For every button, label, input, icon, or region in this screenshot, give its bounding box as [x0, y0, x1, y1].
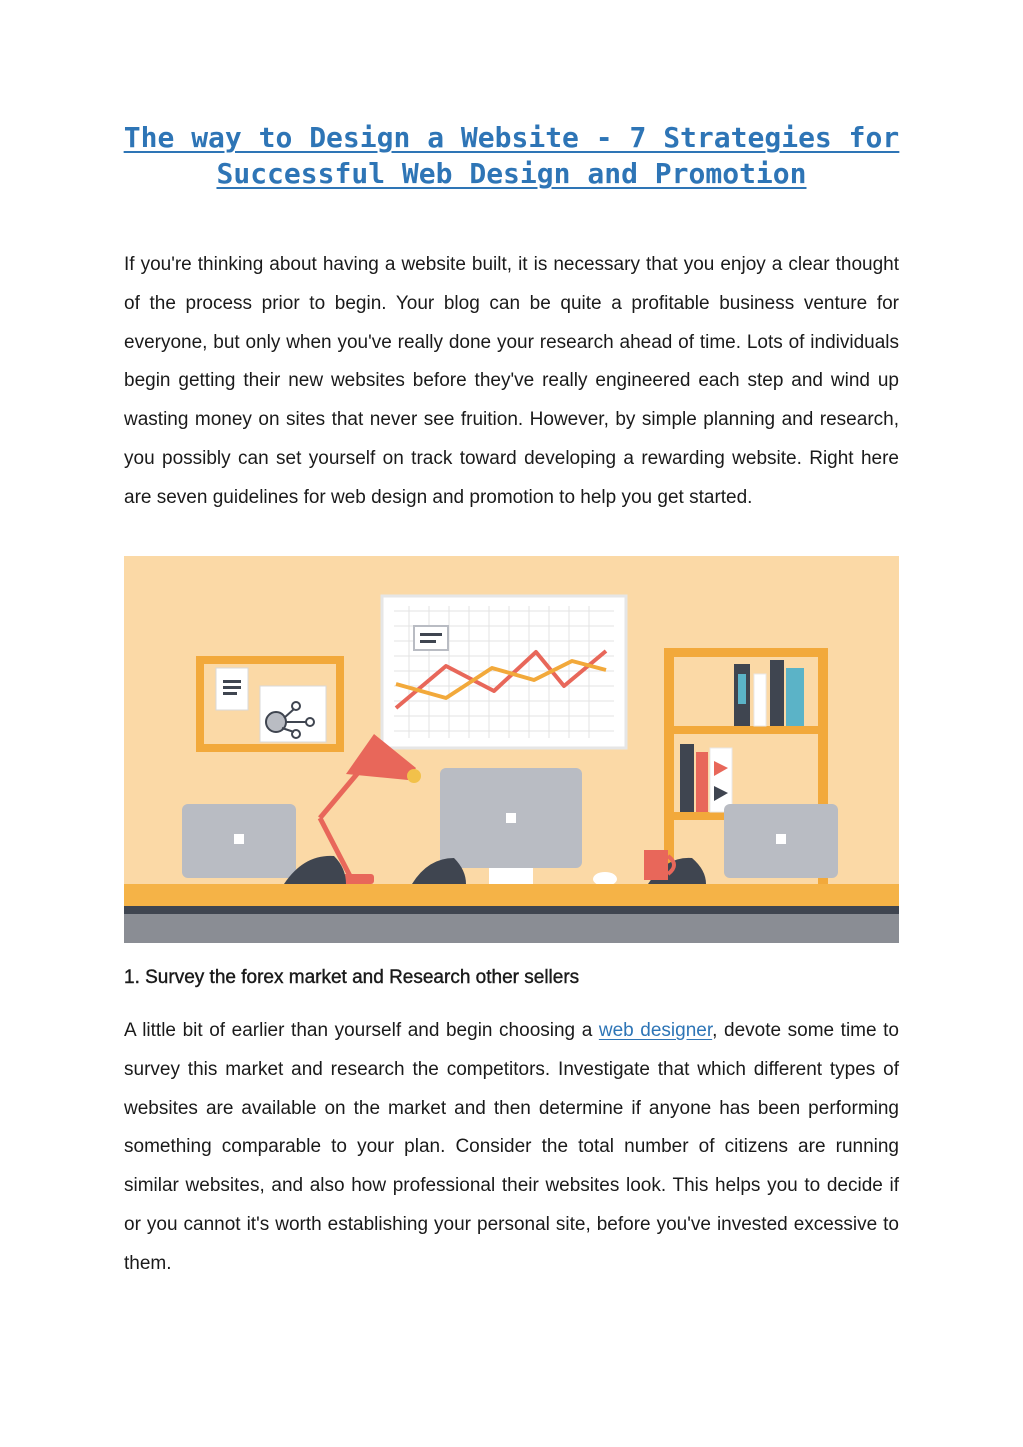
page-title[interactable] [100, 120, 923, 192]
mouse [593, 872, 617, 886]
chart-board [382, 596, 626, 748]
section-heading: 1. Survey the forex market and Research other sellers [124, 967, 580, 988]
office-illustration [124, 556, 899, 943]
center-monitor [440, 768, 582, 884]
desk-base [124, 914, 899, 943]
section-paragraph [124, 1012, 899, 1284]
cork-board [196, 656, 344, 752]
title-link[interactable]: The way to Design a Website - 7 Strategies for Successful Web Design and Promotion [123, 121, 900, 190]
intro-paragraph: If you're thinking about having a website built, it is necessary that you enjoy a clear thought of the process prior to begin. Your blog can be quite a profitable business venture for everyone, but only when you've really done your research ahead of time. Lots of individuals begin getting their new websites before they've really engineered each step and wind up wasting money on sites that never see fruition. However, by simple planning and research, you possibly can set yourself on track toward developing a rewarding website. Right here are seven guidelines for web design and promotion to help you get started. [124, 254, 899, 508]
section-text-start: A little bit of earlier than yourself and begin choosing a [124, 1020, 599, 1041]
desk-top [124, 884, 899, 906]
right-laptop [724, 804, 838, 878]
web-designer-link[interactable]: web designer [598, 1020, 713, 1041]
left-laptop [182, 804, 296, 878]
section-text-end: , devote some time to survey this market and research the competitors. Investigate that which different types of websites are available on the market and then determine if anyone has been performing something comparable to your plan. Consider the total number of citizens are running similar websites, and also how professional their websites look. This helps you to decide if or you cannot it's worth establishing your personal site, before you've invested excessive to them. [124, 1020, 899, 1274]
